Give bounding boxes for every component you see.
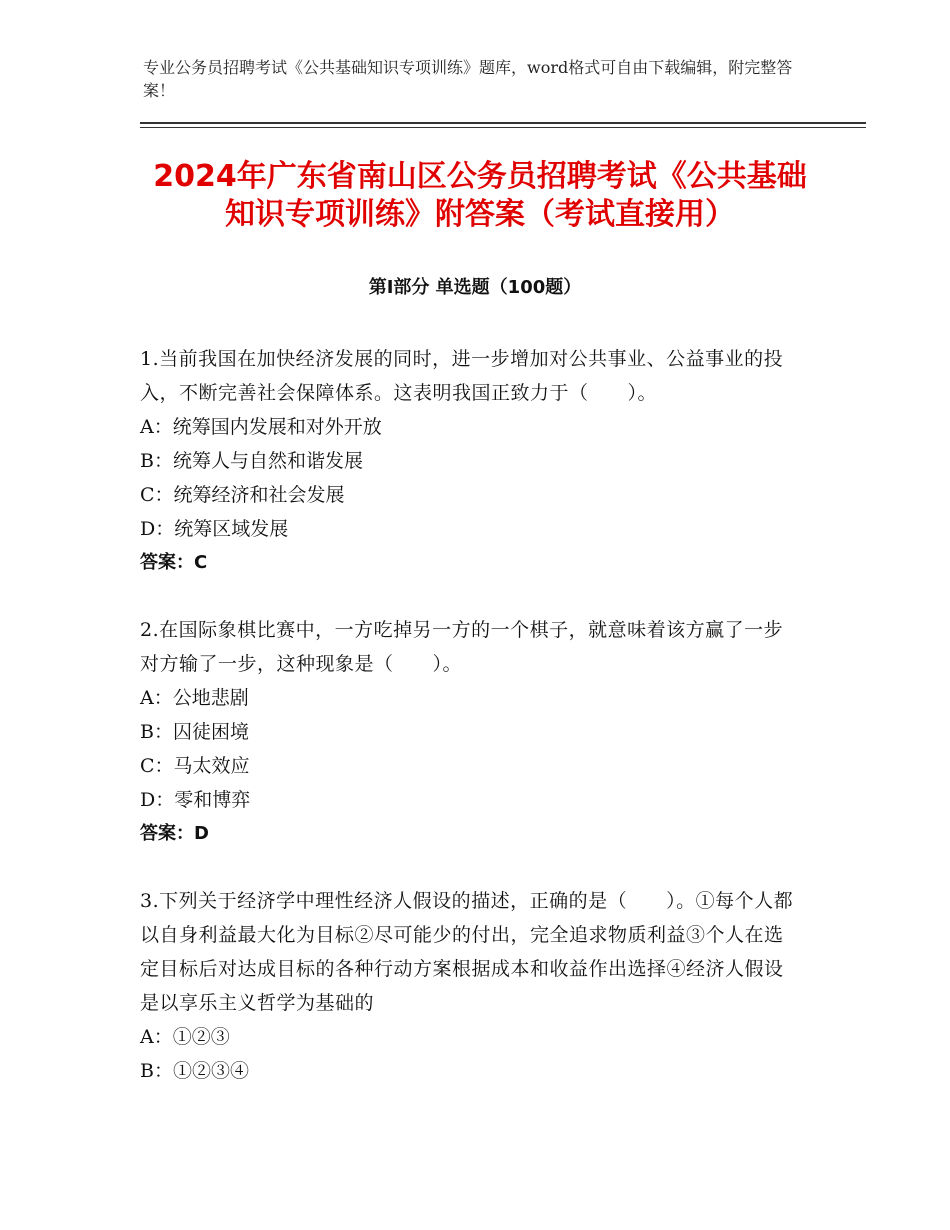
option-b: B：①②③④ [140, 1060, 249, 1082]
header-note: 专业公务员招聘考试《公共基础知识专项训练》题库，word格式可自由下载编辑，附完整答案！ [143, 58, 793, 100]
option-a: A：公地悲剧 [140, 687, 249, 709]
header-rule [140, 122, 866, 124]
answer: 答案：D [140, 823, 209, 844]
option-a: A：统筹国内发展和对外开放 [140, 416, 382, 438]
question-2 [140, 613, 800, 851]
question-stem: 1.当前我国在加快经济发展的同时，进一步增加对公共事业、公益事业的投入，不断完善社会保障体系。这表明我国正致力于（ ）。 [140, 348, 784, 404]
question-stem: 3.下列关于经济学中理性经济人假设的描述，正确的是（ ）。①每个人都以自身利益最大化为目标②尽可能少的付出，完全追求物质利益③个人在选定目标后对达成目标的各种行动方案根据成本和收益作出选择④经济人假设是以享乐主义哲学为基础的 [140, 890, 794, 1014]
option-c: C：统筹经济和社会发展 [140, 484, 345, 506]
question-list [140, 342, 800, 1121]
question-3 [140, 884, 800, 1088]
header-rule-thin [140, 127, 866, 128]
question-stem: 2.在国际象棋比赛中，一方吃掉另一方的一个棋子，就意味着该方赢了一步对方输了一步，这种现象是（ ）。 [140, 619, 784, 675]
document-title: 2024年广东省南山区公务员招聘考试《公共基础知识专项训练》附答案（考试直接用） [153, 159, 807, 232]
question-1 [140, 342, 800, 580]
option-d: D：统筹区域发展 [140, 518, 289, 540]
option-b: B：囚徒困境 [140, 721, 249, 743]
section-title: 第Ⅰ部分 单选题（100题） [368, 277, 582, 298]
option-d: D：零和博弈 [140, 789, 251, 811]
answer: 答案：C [140, 552, 208, 573]
option-c: C：马太效应 [140, 755, 250, 777]
option-a: A：①②③ [140, 1026, 230, 1048]
option-b: B：统筹人与自然和谐发展 [140, 450, 363, 472]
